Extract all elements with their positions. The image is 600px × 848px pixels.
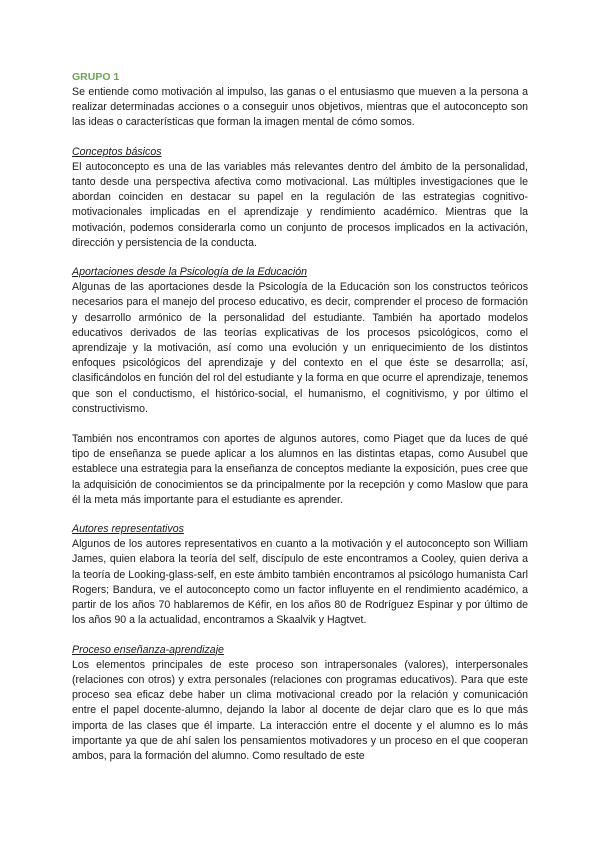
- section-heading: Autores representativos: [72, 523, 184, 536]
- section-paragraph: El autoconcepto es una de las variables más relevantes dentro del ámbito de la personalidad, tanto desde una perspectiva afectiva como motivacional. Las múltiples investigaciones que le abordan coinciden en destacar su papel en la regulación de las estrategias cognitivo-motivacionales implicadas en el aprendizaje y rendimiento académico. Mientras que la motivación, podemos considerarla como un conjunto de procesos implicados en la activación, dirección y persistencia de la conducta.: [72, 160, 528, 249]
- section-paragraph: Los elementos principales de este proceso son intrapersonales (valores), interpersonales (relaciones con otros) y extra personales (relaciones con programas educativos). Para que este proceso sea eficaz debe haber un clima motivacional creado por la relación y comunicación entre el papel docente-alumno, dejando la labor al docente de dejar claro que es lo que más importa de las clases que él imparte. La interacción entre el docente y el alumno es lo más importante ya que de ahí salen los pensamientos motivadores y un proceso en el que cooperan ambos, para la formación del alumno. Como resultado de este: [72, 658, 528, 762]
- section-paragraph: Algunas de las aportaciones desde la Psicología de la Educación son los constructos teóricos necesarios para el manejo del proceso educativo, es decir, comprender el proceso de formación y desarrollo armónico de la personalidad del estudiante. También ha aportado modelos educativos derivados de las teorías explicativas de los procesos psicológicos, como el aprendizaje y la motivación, así como una evolución y un enriquecimiento de los distintos enfoques psicológicos del aprendizaje y del contexto en el que éste se desarrolla; así, clasificándolos en función del rol del estudiante y la forma en que ocurre el aprendizaje, tenemos que son el conductismo, el histórico-social, el humanismo, el cognitivismo, y por último el constructivismo.: [72, 281, 528, 415]
- section-heading: Aportaciones desde la Psicología de la Educación: [72, 266, 307, 279]
- section-heading: Proceso enseñanza-aprendizaje: [72, 643, 224, 656]
- group-title: GRUPO 1: [72, 71, 120, 83]
- section-paragraph: También nos encontramos con aportes de algunos autores, como Piaget que da luces de qué tipo de enseñanza se puede aplicar a los alumnos en las distintas etapas, como Ausubel que establece una estrategia para la enseñanza de conceptos mediante la exposición, pues cree que la adquisición de conocimientos se da principalmente por la recepción y como Maslow que para él la meta más importante para el estudiante es aprender.: [72, 433, 528, 506]
- paragraph-gap: [72, 417, 528, 432]
- section-proceso: [72, 643, 528, 765]
- section-aportaciones: [72, 265, 528, 508]
- section-heading: Conceptos básicos: [72, 145, 162, 158]
- intro-paragraph: Se entiende como motivación al impulso, las ganas o el entusiasmo que mueven a la persona a realizar determinadas acciones o a conseguir unos objetivos, mientras que el autoconcepto son las ideas o características que forman la imagen mental de cómo somos.: [72, 86, 528, 129]
- section-conceptos: [72, 145, 528, 251]
- section-autores: [72, 522, 528, 628]
- section-paragraph: Algunos de los autores representativos en cuanto a la motivación y el autoconcepto son William James, quien elabora la teoría del self, discípulo de este encontramos a Cooley, quien deriva a la teoría de Looking-glass-self, en este ámbito también encontramos al psicólogo humanista Carl Rogers; Bandura, ve el autoconcepto como un factor influyente en el rendimiento académico, a partir de los años 70 hablaremos de Kéfir, en los años 80 de Rodríguez Espinar y por último de los años 90 a la actualidad, encontramos a Skaalvik y Hagtvet.: [72, 538, 528, 627]
